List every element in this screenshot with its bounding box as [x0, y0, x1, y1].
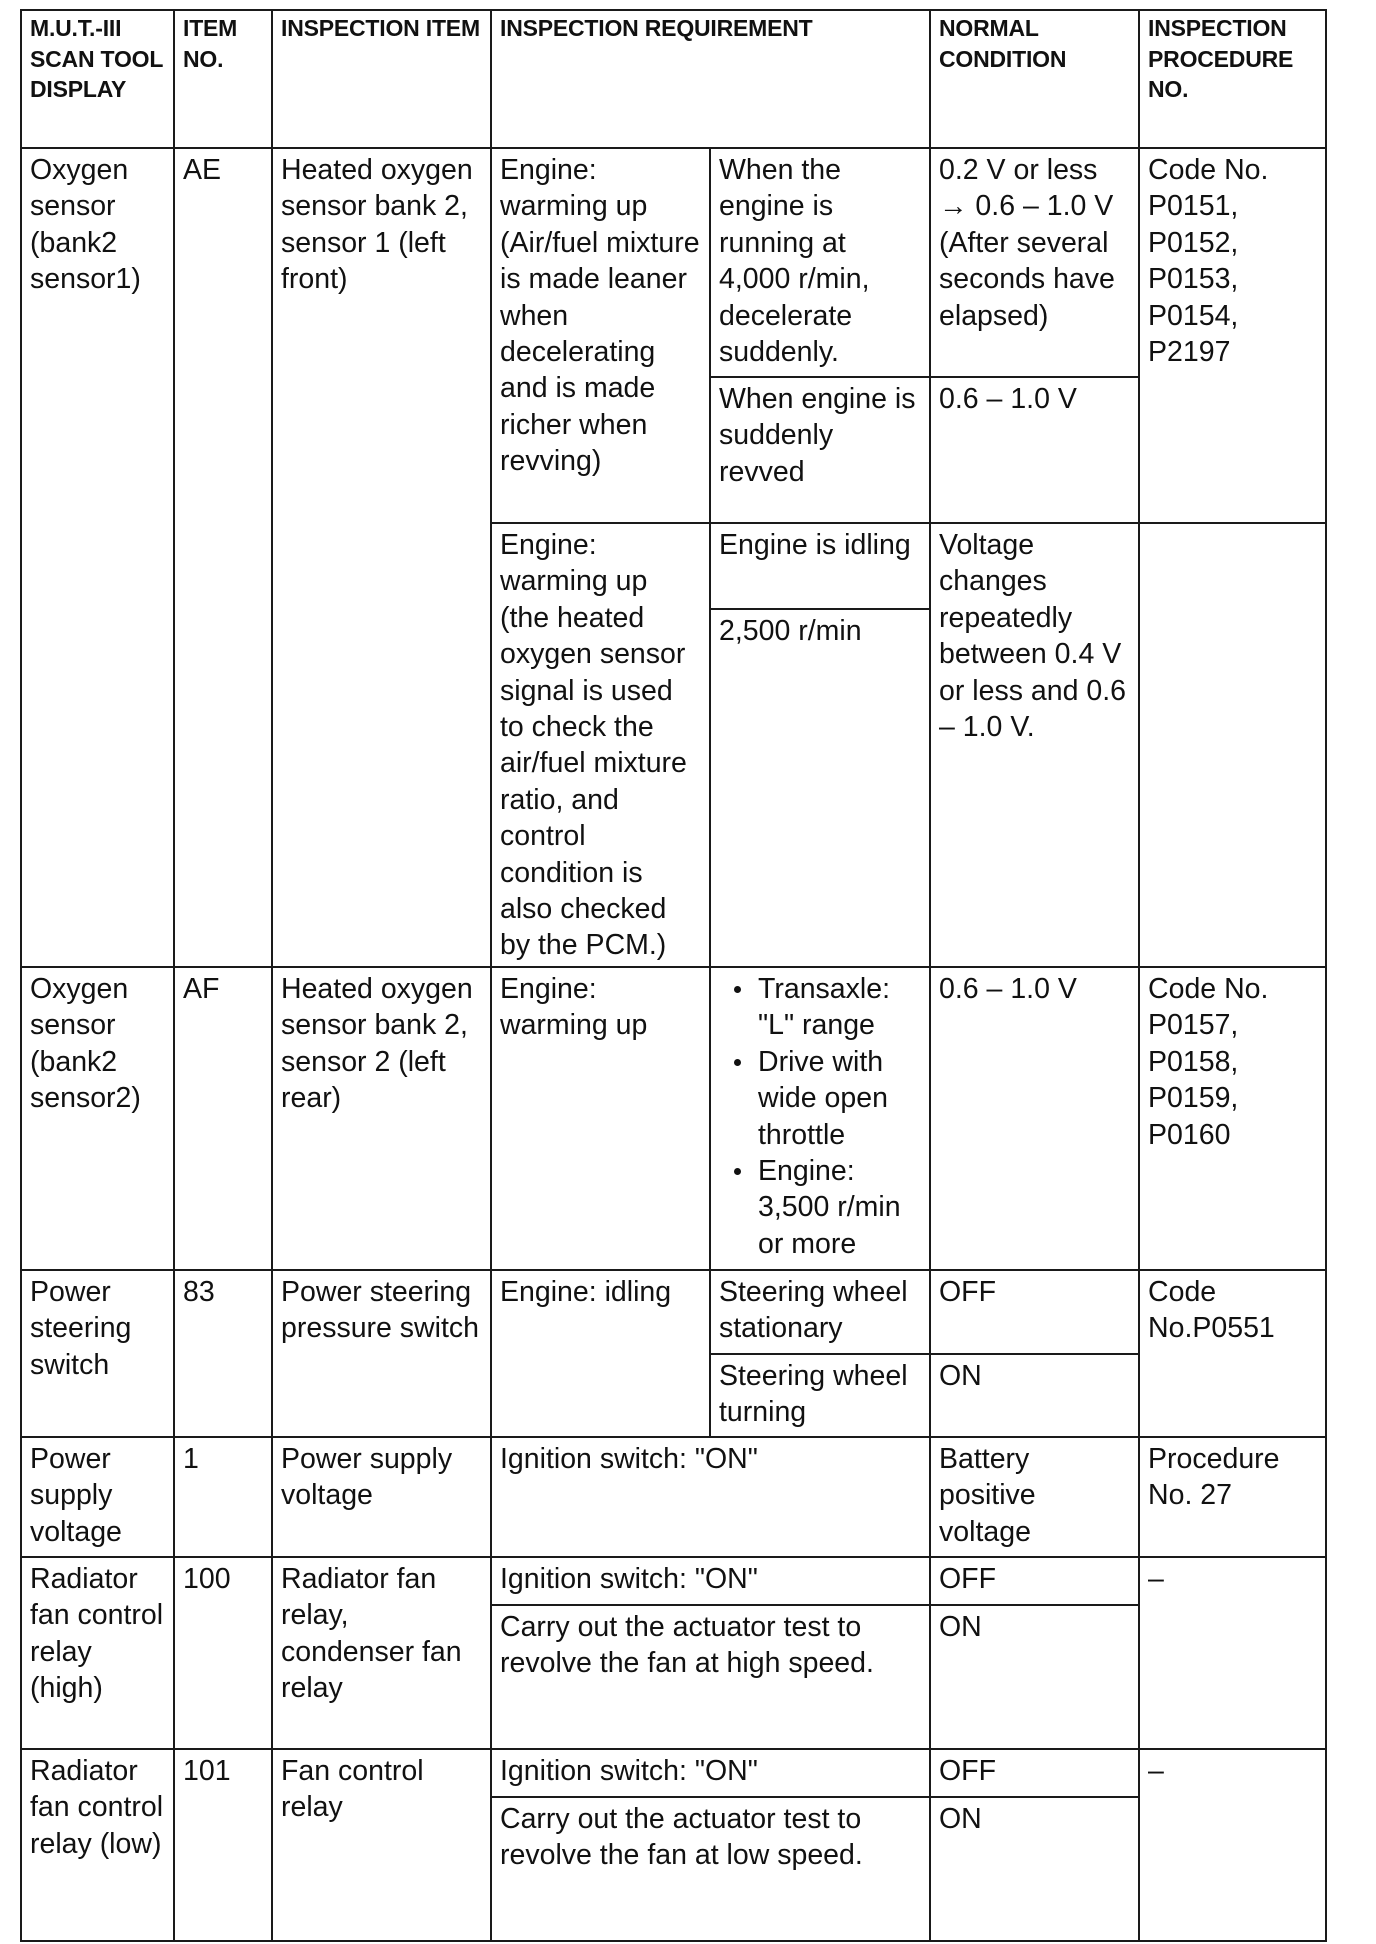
cell-requirement: Ignition switch: "ON": [491, 1557, 930, 1605]
cell-display: Power supply voltage: [21, 1437, 174, 1557]
cell-display: Power steering switch: [21, 1270, 174, 1437]
cell-normal: 0.6 – 1.0 V: [930, 967, 1139, 1270]
cell-condition: When engine is suddenly revved: [710, 377, 930, 523]
header-item-no: ITEM NO.: [174, 10, 272, 148]
cell-requirement: Ignition switch: "ON": [491, 1437, 930, 1557]
list-item: Transaxle: "L" range: [719, 971, 922, 1044]
table-row-rfl: [21, 1749, 1326, 1797]
inspection-table: [20, 9, 1327, 1942]
condition-list: [719, 971, 922, 1262]
cell-item: Power supply voltage: [272, 1437, 491, 1557]
cell-display: Radiator fan control relay (high): [21, 1557, 174, 1749]
cell-normal: OFF: [930, 1270, 1139, 1354]
cell-normal: ON: [930, 1354, 1139, 1437]
cell-item-no: 83: [174, 1270, 272, 1437]
cell-procedure: –: [1139, 1557, 1326, 1749]
cell-display: Oxygen sensor (bank2 sensor2): [21, 967, 174, 1270]
cell-condition: Steering wheel stationary: [710, 1270, 930, 1354]
cell-item: Heated oxygen sensor bank 2, sensor 1 (left front): [272, 148, 491, 967]
table-row-ae: [21, 148, 1326, 377]
table-row-rfh: [21, 1557, 1326, 1605]
header-normal: NORMAL CONDITION: [930, 10, 1139, 148]
cell-normal: ON: [930, 1797, 1139, 1941]
cell-item: Radiator fan relay, condenser fan relay: [272, 1557, 491, 1749]
cell-item-no: AE: [174, 148, 272, 967]
list-item: Drive with wide open throttle: [719, 1044, 922, 1153]
cell-condition: Steering wheel turning: [710, 1354, 930, 1437]
cell-requirement: Engine: idling: [491, 1270, 710, 1437]
cell-normal: 0.6 – 1.0 V: [930, 377, 1139, 523]
table-row-af: [21, 967, 1326, 1270]
cell-requirement: Carry out the actuator test to revolve the fan at low speed.: [491, 1797, 930, 1941]
cell-requirement: Engine: warming up (the heated oxygen sensor signal is used to check the air/fuel mixture ratio, and control condition is also checked by the PCM.): [491, 523, 710, 967]
cell-item: Fan control relay: [272, 1749, 491, 1941]
cell-requirement: Engine: warming up: [491, 967, 710, 1270]
cell-normal: 0.2 V or less → 0.6 – 1.0 V (After several seconds have elapsed): [930, 148, 1139, 377]
cell-item-no: AF: [174, 967, 272, 1270]
cell-condition: 2,500 r/min: [710, 609, 930, 967]
cell-normal: OFF: [930, 1749, 1139, 1797]
cell-normal: Battery positive voltage: [930, 1437, 1139, 1557]
cell-procedure: –: [1139, 1749, 1326, 1941]
document-page: [20, 9, 1327, 1942]
cell-procedure: Procedure No. 27: [1139, 1437, 1326, 1557]
cell-procedure: Code No. P0157, P0158, P0159, P0160: [1139, 967, 1326, 1270]
cell-requirement: Carry out the actuator test to revolve the fan at high speed.: [491, 1605, 930, 1749]
cell-procedure: Code No.P0551: [1139, 1270, 1326, 1437]
cell-display: Oxygen sensor (bank2 sensor1): [21, 148, 174, 967]
cell-requirement: Ignition switch: "ON": [491, 1749, 930, 1797]
header-item: INSPECTION ITEM: [272, 10, 491, 148]
header-display: M.U.T.-III SCAN TOOL DISPLAY: [21, 10, 174, 148]
cell-item-no: 1: [174, 1437, 272, 1557]
cell-item-no: 101: [174, 1749, 272, 1941]
cell-procedure-empty: [1139, 523, 1326, 967]
header-requirement: INSPECTION REQUIREMENT: [491, 10, 930, 148]
list-item: Engine: 3,500 r/min or more: [719, 1153, 922, 1262]
cell-condition: Engine is idling: [710, 523, 930, 609]
cell-normal: OFF: [930, 1557, 1139, 1605]
cell-item: Power steering pressure switch: [272, 1270, 491, 1437]
cell-normal: Voltage changes repeatedly between 0.4 V or less and 0.6 – 1.0 V.: [930, 523, 1139, 967]
header-procedure: INSPECTION PROCEDURE NO.: [1139, 10, 1326, 148]
table-row-ps: [21, 1270, 1326, 1354]
cell-condition: [710, 967, 930, 1270]
cell-display: Radiator fan control relay (low): [21, 1749, 174, 1941]
cell-condition: When the engine is running at 4,000 r/min, decelerate suddenly.: [710, 148, 930, 377]
header-row: [21, 10, 1326, 148]
cell-item-no: 100: [174, 1557, 272, 1749]
cell-procedure: Code No. P0151, P0152, P0153, P0154, P2197: [1139, 148, 1326, 523]
table-row-psv: [21, 1437, 1326, 1557]
cell-item: Heated oxygen sensor bank 2, sensor 2 (left rear): [272, 967, 491, 1270]
cell-requirement: Engine: warming up (Air/fuel mixture is made leaner when decelerating and is made richer when revving): [491, 148, 710, 523]
cell-normal: ON: [930, 1605, 1139, 1749]
